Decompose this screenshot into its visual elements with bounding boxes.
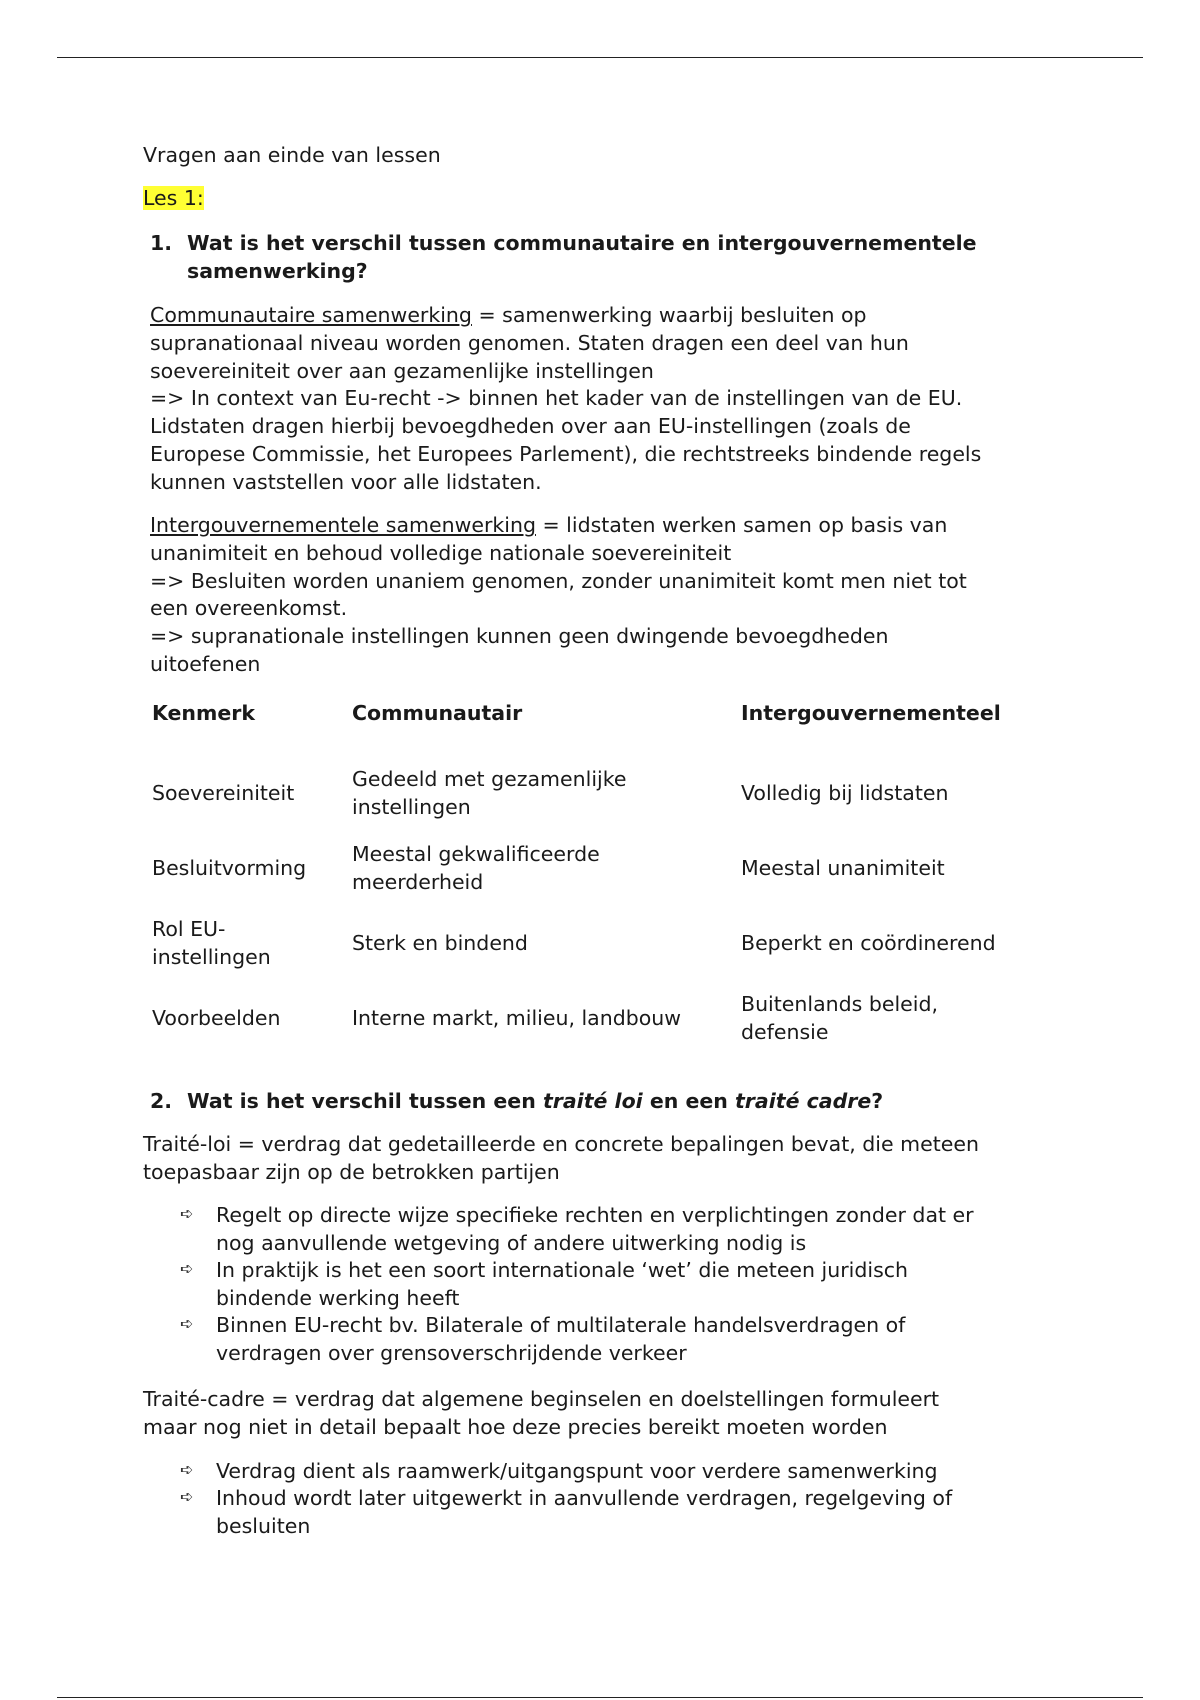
title-text: en een: [642, 1089, 735, 1113]
cell-line: Rol EU-: [152, 916, 226, 941]
cell-line: Voorbeelden: [152, 1005, 281, 1030]
table-cell-communautair: [350, 831, 739, 906]
cell-line: Buitenlands beleid,: [741, 991, 939, 1016]
list-item: [216, 1485, 1076, 1541]
definition-text: Lidstaten dragen hierbij bevoegdheden over aan EU-instellingen (zoals de: [150, 414, 911, 439]
definition-text: maar nog niet in detail bepaalt hoe deze precies bereikt moeten worden: [143, 1414, 888, 1439]
cell-line: Beperkt en coördinerend: [741, 930, 996, 955]
arrow-bullet-icon: ➪: [180, 1314, 194, 1333]
bullet-line: Binnen EU-recht bv. Bilaterale of multilaterale handelsverdragen of: [216, 1313, 906, 1337]
question-2-title: [187, 1087, 883, 1115]
cell-line: Sterk en bindend: [352, 930, 528, 955]
arrow-bullet-icon: ➪: [180, 1204, 194, 1223]
question-1-number: 1.: [150, 231, 173, 255]
traite-loi-definition: [143, 1131, 1073, 1187]
table-header-cell: Intergouvernementeel: [741, 701, 1001, 725]
list-item: [216, 1312, 1076, 1368]
definition-text: Europese Commissie, het Europees Parlement), die rechtstreeks bindende regels: [150, 441, 982, 466]
footer-rule: [57, 1697, 1143, 1698]
table-cell-kenmerk: [150, 906, 350, 981]
bullet-line: Verdrag dient als raamwerk/uitgangspunt voor verdere samenwerking: [216, 1459, 938, 1483]
cell-line: instellingen: [352, 794, 471, 819]
table-cell-communautair: [350, 756, 739, 831]
bullet-line: verdragen over grensoverschrijdende verkeer: [216, 1340, 687, 1365]
definition-text: Traité-cadre = verdrag dat algemene beginselen en doelstellingen formuleert: [143, 1387, 940, 1411]
definition-text: supranationaal niveau worden genomen. Staten dragen een deel van hun: [150, 330, 909, 355]
header-rule: [57, 57, 1143, 58]
traite-cadre-bullet-list: [180, 1458, 1110, 1548]
definition-text: unanimiteit en behoud volledige nationale soevereiniteit: [150, 540, 732, 565]
cell-line: Soevereiniteit: [152, 780, 295, 805]
intergouvernementele-definition: [150, 512, 1070, 679]
bullet-line: Inhoud wordt later uitgewerkt in aanvullende verdragen, regelgeving of: [216, 1486, 953, 1510]
cell-line: meerderheid: [352, 869, 484, 894]
question-2-number: 2.: [150, 1089, 173, 1113]
question-1-title-line2: samenwerking?: [187, 259, 368, 283]
table-cell-communautair: [350, 981, 739, 1056]
title-text: ?: [871, 1089, 884, 1113]
definition-text: = lidstaten werken samen op basis van: [535, 513, 948, 537]
arrow-bullet-icon: ➪: [180, 1487, 194, 1506]
table-row: [150, 981, 1056, 1056]
table-row: [150, 831, 1056, 906]
table-header-cell: Communautair: [352, 701, 523, 725]
intro-line: Vragen aan einde van lessen: [143, 143, 441, 167]
question-1-title-line1: Wat is het verschil tussen communautaire en intergouvernementele: [187, 231, 977, 255]
table-cell-communautair: [350, 906, 739, 981]
table-cell-kenmerk: [150, 981, 350, 1056]
definition-text: uitoefenen: [150, 651, 261, 676]
lesson-label: [143, 185, 204, 213]
cell-line: Volledig bij lidstaten: [741, 780, 949, 805]
question-2-heading: [150, 1087, 1050, 1117]
cell-line: Besluitvorming: [152, 855, 307, 880]
list-item: [216, 1458, 1076, 1486]
table-cell-intergouvernementeel: [739, 756, 1056, 831]
title-term-traite-cadre: traité cadre: [735, 1089, 872, 1113]
table-row: [150, 756, 1056, 831]
table-row: [150, 906, 1056, 981]
highlighted-lesson-label: Les 1:: [143, 186, 204, 210]
list-item: [216, 1202, 1076, 1258]
definition-text: toepasbaar zijn op de betrokken partijen: [143, 1159, 560, 1184]
comparison-table: [150, 692, 1056, 1056]
table-cell-intergouvernementeel: [739, 831, 1056, 906]
bullet-line: bindende werking heeft: [216, 1285, 460, 1310]
table-cell-kenmerk: [150, 831, 350, 906]
definition-text: => supranationale instellingen kunnen geen dwingende bevoegdheden: [150, 624, 889, 649]
bullet-line: Regelt op directe wijze specifieke rechten en verplichtingen zonder dat er: [216, 1203, 974, 1227]
cell-line: Meestal unanimiteit: [741, 855, 945, 880]
definition-text: soevereiniteit over aan gezamenlijke instellingen: [150, 358, 654, 383]
table-cell-kenmerk: [150, 756, 350, 831]
communautaire-term: Communautaire samenwerking: [150, 303, 472, 327]
cell-line: instellingen: [152, 944, 271, 969]
table-cell-intergouvernementeel: [739, 981, 1056, 1056]
cell-line: defensie: [741, 1019, 829, 1044]
intergouvernementele-term: Intergouvernementele samenwerking: [150, 513, 536, 537]
table-header-row: [150, 692, 1056, 756]
title-text: Wat is het verschil tussen een: [187, 1089, 543, 1113]
list-item: [216, 1257, 1076, 1313]
arrow-bullet-icon: ➪: [180, 1460, 194, 1479]
traite-cadre-definition: [143, 1386, 1073, 1442]
question-1-heading: [150, 229, 1050, 289]
definition-text: Traité-loi = verdrag dat gedetailleerde en concrete bepalingen bevat, die meteen: [143, 1132, 979, 1156]
definition-text: kunnen vaststellen voor alle lidstaten.: [150, 469, 542, 494]
arrow-bullet-icon: ➪: [180, 1259, 194, 1278]
definition-text: => In context van Eu-recht -> binnen het kader van de instellingen van de EU.: [150, 386, 963, 411]
bullet-line: In praktijk is het een soort internationale ‘wet’ die meteen juridisch: [216, 1258, 909, 1282]
traite-loi-bullet-list: [180, 1202, 1110, 1372]
definition-text: = samenwerking waarbij besluiten op: [471, 303, 867, 327]
cell-line: Gedeeld met gezamenlijke: [352, 766, 627, 791]
definition-text: => Besluiten worden unaniem genomen, zonder unanimiteit komt men niet tot: [150, 568, 967, 593]
communautaire-definition: [150, 302, 1070, 497]
table-header-cell: Kenmerk: [152, 701, 256, 725]
bullet-line: besluiten: [216, 1513, 311, 1538]
title-term-traite-loi: traité loi: [542, 1089, 643, 1113]
definition-text: een overeenkomst.: [150, 596, 348, 621]
cell-line: Meestal gekwalificeerde: [352, 841, 600, 866]
cell-line: Interne markt, milieu, landbouw: [352, 1005, 682, 1030]
bullet-line: nog aanvullende wetgeving of andere uitwerking nodig is: [216, 1230, 807, 1255]
table-cell-intergouvernementeel: [739, 906, 1056, 981]
